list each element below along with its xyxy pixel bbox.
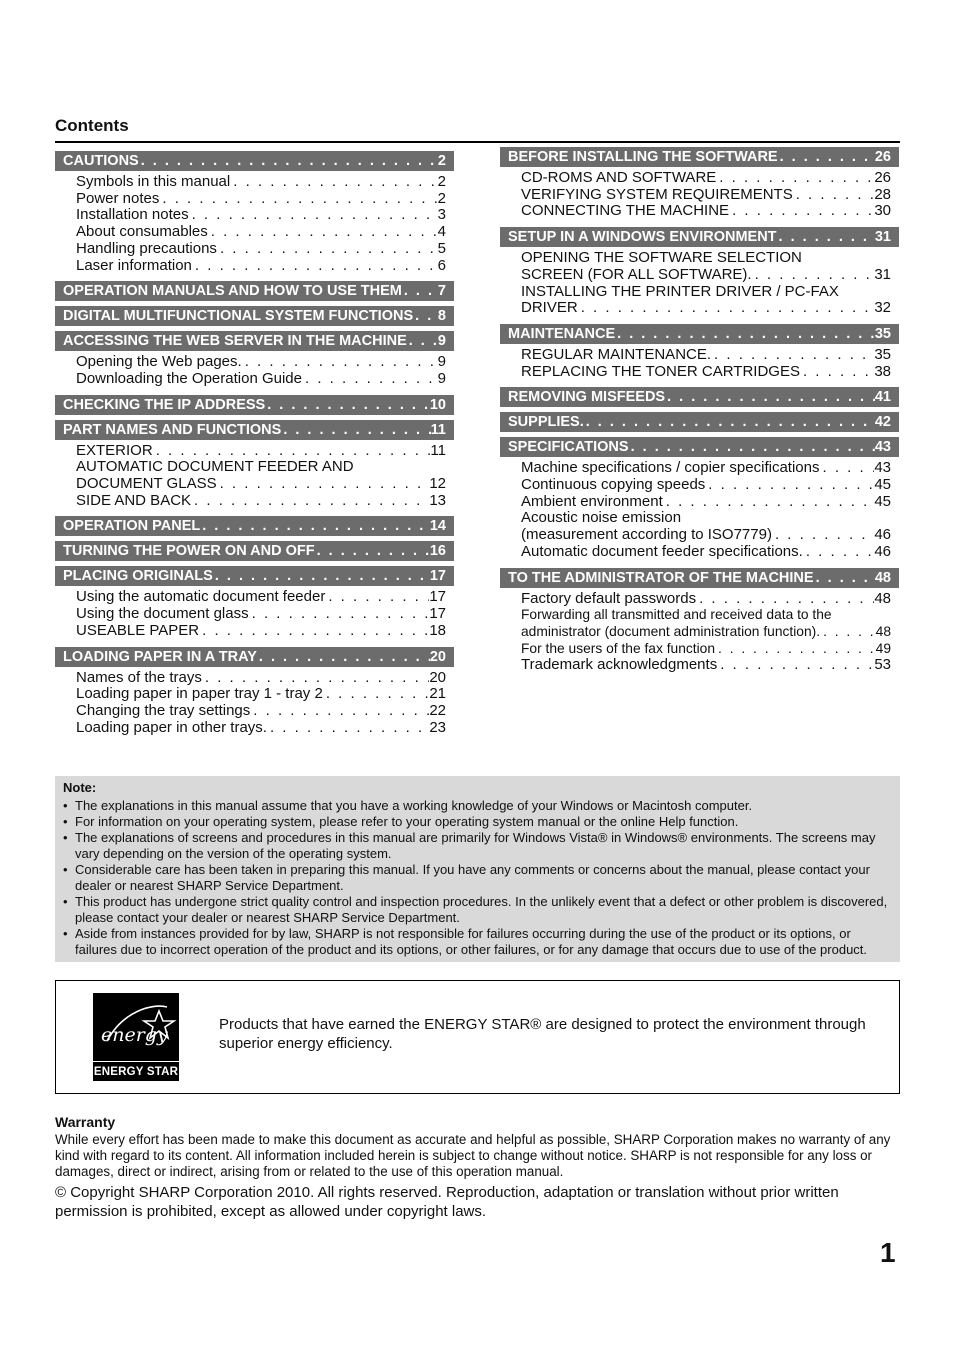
toc-section-heading[interactable] <box>55 647 454 667</box>
toc-item[interactable] <box>76 174 446 191</box>
toc-item[interactable] <box>521 544 891 561</box>
energy-star-text: Products that have earned the ENERGY STAR® are designed to protect the environment through superior energy efficiency. <box>219 1016 866 1052</box>
toc-section-page: 7 <box>437 283 446 300</box>
toc-item-page: 28 <box>874 185 891 203</box>
toc-section-heading[interactable] <box>55 566 454 586</box>
toc-item-label: administrator (document administration function). <box>521 623 821 639</box>
toc-section-title: MAINTENANCE <box>508 325 616 342</box>
toc-item-page: 21 <box>429 685 446 703</box>
toc-leader <box>772 527 874 544</box>
toc-item-label: REPLACING THE TONER CARTRIDGES <box>521 362 800 380</box>
toc-item-page: 26 <box>874 169 891 186</box>
toc-section-heading[interactable] <box>55 541 454 561</box>
energy-star-label: ENERGY STAR <box>93 1061 179 1081</box>
toc-section-title: BEFORE INSTALLING THE SOFTWARE <box>508 149 778 165</box>
energy-star-icon <box>93 993 179 1061</box>
toc-section-title: PART NAMES AND FUNCTIONS <box>63 421 282 438</box>
toc-leader <box>615 326 875 342</box>
toc-section-heading[interactable] <box>500 324 899 344</box>
bullet: • <box>63 862 68 877</box>
toc-item[interactable] <box>521 170 891 187</box>
toc-leader <box>265 397 430 413</box>
toc-item-list <box>55 174 454 274</box>
toc-section-heading[interactable] <box>500 568 899 588</box>
toc-item[interactable] <box>521 460 891 477</box>
toc-leader <box>413 308 438 324</box>
toc-item-label: Trademark acknowledgments <box>521 656 718 674</box>
bullet: • <box>63 830 68 845</box>
toc-item-page: 17 <box>429 588 446 606</box>
toc-item[interactable] <box>76 443 446 460</box>
warranty-title: Warranty <box>55 1114 116 1130</box>
toc-leader <box>705 477 874 494</box>
toc-item-list <box>500 347 899 380</box>
toc-section-heading[interactable] <box>500 227 899 247</box>
toc-leader <box>200 518 430 534</box>
toc-item-label: Acoustic noise emission <box>521 509 682 527</box>
toc-item-page: 2 <box>437 189 446 207</box>
toc-section-page: 16 <box>429 543 446 560</box>
toc-leader <box>800 364 874 381</box>
toc-item-page: 30 <box>874 202 891 220</box>
note-list <box>63 798 892 958</box>
toc-item-page: 22 <box>429 701 446 719</box>
toc-item-page: 3 <box>437 206 446 224</box>
toc-leader <box>323 686 429 703</box>
toc-item-page: 38 <box>874 362 891 380</box>
toc-leader <box>230 174 437 191</box>
toc-section-page: 10 <box>429 396 446 413</box>
toc-item-page: 46 <box>874 542 891 560</box>
toc-item-label: Laser information <box>76 256 192 274</box>
toc-leader <box>217 241 438 258</box>
bullet: • <box>63 926 68 941</box>
toc-leader <box>250 703 429 720</box>
energy-star-box <box>55 980 900 1094</box>
note-item <box>63 814 892 830</box>
toc-item-label: DRIVER <box>521 299 578 317</box>
energy-star-logo <box>93 993 179 1081</box>
toc-leader <box>729 203 874 220</box>
toc-item[interactable] <box>521 494 891 511</box>
toc-item-label: CONNECTING THE MACHINE <box>521 202 730 220</box>
toc-item-page: 18 <box>429 621 446 639</box>
toc-item[interactable] <box>76 686 446 703</box>
toc-item-label: REGULAR MAINTENANCE. <box>521 345 712 363</box>
toc-item-page: 45 <box>874 476 891 494</box>
toc-item[interactable] <box>76 703 446 720</box>
toc-item-label: SCREEN (FOR ALL SOFTWARE). <box>521 265 752 283</box>
toc-item-label: Installation notes <box>76 206 189 224</box>
toc-item-label: Loading paper in other trays. <box>76 718 267 736</box>
toc-section-heading[interactable] <box>55 395 454 415</box>
toc-item-label: DOCUMENT GLASS <box>76 475 217 493</box>
bullet: • <box>63 798 68 813</box>
warranty-text: While every effort has been made to make this document as accurate and helpful as possible, SHARP Corporation makes no warranty of any kind with regard to its content. All information included herein is subject to change without notice. SHARP is not responsible for any loss or damages, direct or indirect, arising from or related to the use of this operation manual. <box>55 1132 891 1179</box>
toc-item[interactable] <box>521 607 891 624</box>
note-item <box>63 894 892 926</box>
toc-leader <box>803 544 874 561</box>
title-rule <box>55 141 900 143</box>
toc-leader <box>249 606 430 623</box>
toc-section-page: 20 <box>429 648 446 665</box>
toc-section-title: DIGITAL MULTIFUNCTIONAL SYSTEM FUNCTIONS <box>63 308 414 325</box>
toc-item[interactable] <box>76 476 446 493</box>
toc-item-list <box>500 250 899 317</box>
toc-leader <box>814 570 875 586</box>
toc-item[interactable] <box>521 527 891 544</box>
toc-leader <box>199 623 429 640</box>
toc-leader <box>715 641 876 658</box>
note-box <box>55 776 900 962</box>
toc-leader <box>752 267 875 284</box>
toc-item-label: Machine specifications / copier specifications <box>521 459 820 477</box>
toc-leader <box>257 649 430 665</box>
toc-item-page: 12 <box>429 475 446 493</box>
toc-item-page: 43 <box>874 459 891 477</box>
toc-section-title: TURNING THE POWER ON AND OFF <box>63 543 315 560</box>
toc-item-label: Ambient environment <box>521 492 663 510</box>
toc-leader <box>407 333 438 349</box>
toc-leader <box>153 443 431 460</box>
toc-item-label: SIDE AND BACK <box>76 491 192 509</box>
toc-leader <box>820 624 876 641</box>
toc-item[interactable] <box>521 347 891 364</box>
toc-item-page: 35 <box>874 345 891 363</box>
toc-item-page: 6 <box>437 256 446 274</box>
toc-item[interactable] <box>521 641 891 658</box>
toc-item-page: 4 <box>437 223 446 241</box>
toc-leader <box>717 657 874 674</box>
note-item-text: The explanations of screens and procedures in this manual are primarily for Windows Vista® in Windows® environments. The screens may vary depending on the version of the operating system. <box>75 830 876 861</box>
toc-item[interactable] <box>521 300 891 317</box>
page-number: 1 <box>880 1237 896 1268</box>
toc-section-title: LOADING PAPER IN A TRAY <box>63 648 257 665</box>
toc-item[interactable] <box>521 477 891 494</box>
toc-item-label: VERIFYING SYSTEM REQUIREMENTS <box>521 185 793 203</box>
toc-section-page: 41 <box>874 389 891 406</box>
toc-item[interactable] <box>521 510 891 527</box>
toc-leader <box>793 187 875 204</box>
toc-item[interactable] <box>76 191 446 208</box>
toc-item-list <box>55 670 454 737</box>
toc-item-page: 17 <box>429 605 446 623</box>
toc-item-page: 5 <box>437 239 446 257</box>
toc-item-label: Handling precautions <box>76 239 217 257</box>
toc-leader <box>139 153 438 169</box>
toc-item[interactable] <box>76 606 446 623</box>
toc-leader <box>716 170 874 187</box>
toc-section-title: REMOVING MISFEEDS <box>508 389 666 406</box>
toc-section-heading[interactable] <box>55 516 454 536</box>
toc-leader <box>213 568 430 584</box>
toc-item-page: 49 <box>875 640 891 656</box>
toc-item-list <box>500 170 899 220</box>
toc-item[interactable] <box>521 364 891 381</box>
toc-section-title: CAUTIONS <box>63 153 139 169</box>
toc-section-title: CHECKING THE IP ADDRESS <box>63 396 266 413</box>
toc-item-page: 13 <box>429 491 446 509</box>
toc-item[interactable] <box>76 354 446 371</box>
toc-item[interactable] <box>76 720 446 737</box>
toc-item-label: Changing the tray settings <box>76 701 251 719</box>
toc-item[interactable] <box>76 207 446 224</box>
toc-leader <box>325 589 429 606</box>
toc-leader <box>578 300 875 317</box>
toc-item[interactable] <box>521 267 891 284</box>
toc-item-label: Forwarding all transmitted and received data to the <box>521 607 832 623</box>
toc-item-list <box>55 443 454 510</box>
toc-section-heading[interactable] <box>500 412 899 432</box>
toc-section-page: 11 <box>430 421 446 438</box>
toc-section-heading[interactable] <box>55 306 454 326</box>
toc-section-title: SETUP IN A WINDOWS ENVIRONMENT <box>508 229 777 246</box>
toc-item-page: 53 <box>874 656 891 674</box>
toc-section-title: SPECIFICATIONS <box>508 439 629 456</box>
toc-section-page: 14 <box>429 518 446 535</box>
toc-section-heading[interactable] <box>500 147 899 167</box>
toc-section-page: 2 <box>437 153 446 169</box>
note-item-text: The explanations in this manual assume that you have a working knowledge of your Windows or Macintosh computer. <box>75 798 753 813</box>
toc-item-label: Symbols in this manual <box>76 173 231 190</box>
toc-leader <box>189 207 438 224</box>
toc-item-list <box>55 354 454 387</box>
toc-item-label: Names of the trays <box>76 668 202 686</box>
toc-leader <box>217 476 430 493</box>
toc-item-label: Factory default passwords <box>521 589 697 607</box>
toc-leader <box>208 224 438 241</box>
toc-item[interactable] <box>76 371 446 388</box>
toc-item[interactable] <box>521 250 891 267</box>
toc-item[interactable] <box>76 623 446 640</box>
toc-item-page: 20 <box>429 668 446 686</box>
toc-leader <box>202 670 429 687</box>
note-item-text: Considerable care has been taken in preparing this manual. If you have any comments or concerns about the manual, please contact your dealer or nearest SHARP Service Department. <box>75 862 870 893</box>
toc-leader <box>711 347 874 364</box>
toc-leader <box>665 389 875 405</box>
toc-section-title: OPERATION PANEL <box>63 518 201 535</box>
toc-item-page: 48 <box>874 589 891 607</box>
toc-section-heading[interactable] <box>55 331 454 351</box>
toc-leader <box>778 149 875 165</box>
toc-item-label: AUTOMATIC DOCUMENT FEEDER AND <box>76 458 354 476</box>
toc-item-label: Opening the Web pages. <box>76 353 242 371</box>
note-item-text: This product has undergone strict quality control and inspection procedures. In the unlikely event that a defect or other problem is discovered, please contact your dealer or nearest SHARP Service Department. <box>75 894 888 925</box>
note-title: Note: <box>63 780 97 795</box>
toc-item[interactable] <box>76 224 446 241</box>
toc-leader <box>584 414 875 430</box>
toc-item-list <box>500 460 899 560</box>
toc-item-label: INSTALLING THE PRINTER DRIVER / PC-FAX <box>521 282 839 300</box>
toc-item-label: OPENING THE SOFTWARE SELECTION <box>521 249 802 267</box>
toc-item[interactable] <box>521 284 891 301</box>
toc-leader <box>242 354 438 371</box>
toc-item[interactable] <box>76 459 446 476</box>
toc-item-label: (measurement according to ISO7779) <box>521 526 772 544</box>
toc-leader <box>777 229 875 245</box>
toc-leader <box>159 191 437 208</box>
note-item-text: Aside from instances provided for by law, SHARP is not responsible for failures occurring during the use of the product or its options, or failures due to incorrect operation of the product and its options, or other failures, or for any damage that occurs due to use of the product. <box>75 926 868 957</box>
toc-leader <box>663 494 875 511</box>
toc-section-heading[interactable] <box>500 437 899 457</box>
toc-leader <box>267 720 429 737</box>
toc-section-page: 31 <box>874 229 891 246</box>
toc-section-page: 17 <box>429 568 446 585</box>
toc-item-page: 9 <box>437 353 446 371</box>
toc-section-page: 42 <box>874 414 891 431</box>
toc-item-page: 45 <box>874 492 891 510</box>
toc-item-page: 2 <box>437 173 446 190</box>
page-title: Contents <box>55 116 129 135</box>
toc-section-heading[interactable] <box>55 151 454 171</box>
toc-section-title: ACCESSING THE WEB SERVER IN THE MACHINE <box>63 333 407 350</box>
toc-item-page: 31 <box>874 265 891 283</box>
toc-item-label: Using the document glass <box>76 605 249 623</box>
toc-section-title: TO THE ADMINISTRATOR OF THE MACHINE <box>508 569 814 586</box>
toc-item-label: For the users of the fax function <box>521 640 716 656</box>
toc-item[interactable] <box>521 203 891 220</box>
toc-section-page: 43 <box>874 439 891 456</box>
toc-item[interactable] <box>76 258 446 275</box>
energy-script-text: energy <box>101 1024 168 1046</box>
toc-leader <box>629 439 875 455</box>
toc-item-list <box>500 591 899 675</box>
toc-item-label: Continuous copying speeds <box>521 476 706 494</box>
toc-section-title: PLACING ORIGINALS <box>63 568 213 585</box>
toc-section-heading[interactable] <box>55 420 454 440</box>
toc-item-page: 23 <box>429 718 446 736</box>
toc-leader <box>281 422 430 438</box>
toc-item-list <box>55 589 454 639</box>
toc-leader <box>315 543 430 559</box>
toc-item[interactable] <box>521 657 891 674</box>
toc-section-title: OPERATION MANUALS AND HOW TO USE THEM <box>63 283 402 300</box>
toc-item-label: Downloading the Operation Guide <box>76 369 302 387</box>
toc-section-heading[interactable] <box>500 387 899 407</box>
toc-item-page: 46 <box>874 526 891 544</box>
toc-left-column <box>55 151 454 743</box>
toc-item-label: Automatic document feeder specifications. <box>521 542 803 560</box>
toc-item-label: Power notes <box>76 189 160 207</box>
note-item <box>63 862 892 894</box>
toc-item-label: About consumables <box>76 223 208 241</box>
toc-section-heading[interactable] <box>55 281 454 301</box>
toc-item-label: USEABLE PAPER <box>76 621 200 639</box>
toc-item[interactable] <box>521 591 891 608</box>
note-item-text: For information on your operating system, please refer to your operating system manual or the online Help function. <box>75 814 739 829</box>
toc-right-column <box>500 147 899 681</box>
toc-section-page: 26 <box>874 149 891 165</box>
toc-leader <box>402 283 438 299</box>
toc-section-page: 8 <box>437 308 446 325</box>
bullet: • <box>63 894 68 909</box>
toc-item-page: 11 <box>430 441 446 459</box>
toc-item-page: 32 <box>874 299 891 317</box>
note-item <box>63 926 892 958</box>
toc-leader <box>191 493 429 510</box>
toc-item-label: Loading paper in paper tray 1 - tray 2 <box>76 685 323 703</box>
toc-item[interactable] <box>76 670 446 687</box>
note-item <box>63 798 892 814</box>
note-item <box>63 830 892 862</box>
toc-item-label: Using the automatic document feeder <box>76 588 326 606</box>
toc-section-page: 48 <box>874 569 891 586</box>
toc-item-label: CD-ROMS AND SOFTWARE <box>521 169 717 186</box>
toc-section-page: 35 <box>874 325 891 342</box>
toc-item-page: 48 <box>875 623 891 639</box>
copyright-text: © Copyright SHARP Corporation 2010. All rights reserved. Reproduction, adaptation or translation without prior written permission is prohibited, except as allowed under copyright laws. <box>55 1184 839 1220</box>
toc-item[interactable] <box>521 624 891 641</box>
toc-leader <box>696 591 874 608</box>
toc-section-page: 9 <box>437 333 446 350</box>
toc-leader <box>192 258 438 275</box>
toc-item-label: EXTERIOR <box>76 441 153 459</box>
toc-item[interactable] <box>76 589 446 606</box>
toc-item[interactable] <box>76 493 446 510</box>
toc-section-title: SUPPLIES. <box>508 414 584 431</box>
toc-item[interactable] <box>521 187 891 204</box>
bullet: • <box>63 814 68 829</box>
toc-leader <box>302 371 438 388</box>
toc-item-page: 9 <box>437 369 446 387</box>
toc-item[interactable] <box>76 241 446 258</box>
toc-leader <box>819 460 874 477</box>
